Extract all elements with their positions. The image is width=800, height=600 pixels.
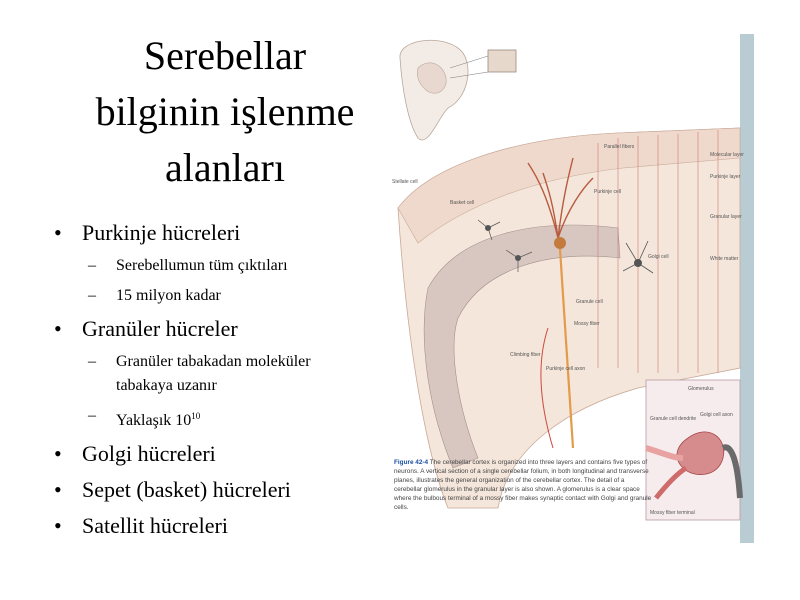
label-granule: Granule cell xyxy=(576,299,603,305)
sub-bullet-extends xyxy=(52,350,402,398)
label-basket: Basket cell xyxy=(450,200,475,206)
caption-label: Figure 42-4 xyxy=(394,459,429,466)
figure-caption xyxy=(394,458,652,512)
label-glomerulus: Glomerulus xyxy=(688,386,714,392)
label-mossy-terminal: Mossy fiber terminal xyxy=(650,510,695,516)
title-line-3: alanları xyxy=(165,145,285,190)
label-golgi: Golgi cell xyxy=(648,254,669,260)
label-parallel: Parallel fibers xyxy=(604,144,635,150)
title-line-1: Serebellar xyxy=(143,33,307,78)
slide-title xyxy=(40,28,410,196)
caption-text: The cerebellar cortex is organized into three layers and contains five types of neurons. A vertical section of a single cerebellar folium, in both longitudinal and transverse planes, illustrates the general organization of the cerebellar cortex. The detail of a cerebellar glomerulus in the granular layer is also shown. A glomerulus is a clear space where the bulbous terminal of a mossy fiber makes synaptic contact with Golgi and granule cells. xyxy=(394,459,652,511)
label-axon: Purkinje cell axon xyxy=(546,366,586,372)
label-golgi-axon: Golgi cell axon xyxy=(700,412,733,418)
sub-bullet-extends-line2: tabakaya uzanır xyxy=(116,377,217,394)
bullet-granule: • Granüler hücreler xyxy=(52,314,402,344)
bullet-satellite: • Satellit hücreleri xyxy=(52,511,402,541)
label-purkinje: Purkinje cell xyxy=(594,189,621,195)
bullet-purkinje: • Purkinje hücreleri xyxy=(52,218,402,248)
label-climbing: Climbing fiber xyxy=(510,352,541,358)
sub-bullet-approx xyxy=(52,404,402,433)
bullet-basket: • Sepet (basket) hücreleri xyxy=(52,475,402,505)
glomerulus-inset xyxy=(646,380,740,520)
sub-bullet-extends-line1: – Granüler tabakadan moleküler xyxy=(116,353,311,370)
approx-text: Yaklaşık 10 xyxy=(116,412,192,429)
label-molecular: Molecular layer xyxy=(710,152,744,158)
label-purkinje-layer: Purkinje layer xyxy=(710,174,741,180)
approx-exponent: 10 xyxy=(191,411,201,421)
label-white: White matter xyxy=(710,256,739,262)
label-granular: Granular layer xyxy=(710,214,742,220)
label-stellate: Stellate cell xyxy=(392,179,418,185)
brain-inset-illustration xyxy=(400,40,516,140)
sub-bullet-outputs: – Serebellumun tüm çıktıları xyxy=(52,254,402,278)
sub-bullet-count: – 15 milyon kadar xyxy=(52,284,402,308)
label-mossy: Mossy fiber xyxy=(574,321,600,327)
label-granule-dendrite: Granule cell dendrite xyxy=(650,416,697,422)
bullet-list xyxy=(52,218,402,547)
page-edge-strip xyxy=(740,34,754,543)
title-line-2: bilginin işlenme xyxy=(95,89,355,134)
bullet-golgi: • Golgi hücreleri xyxy=(52,439,402,469)
